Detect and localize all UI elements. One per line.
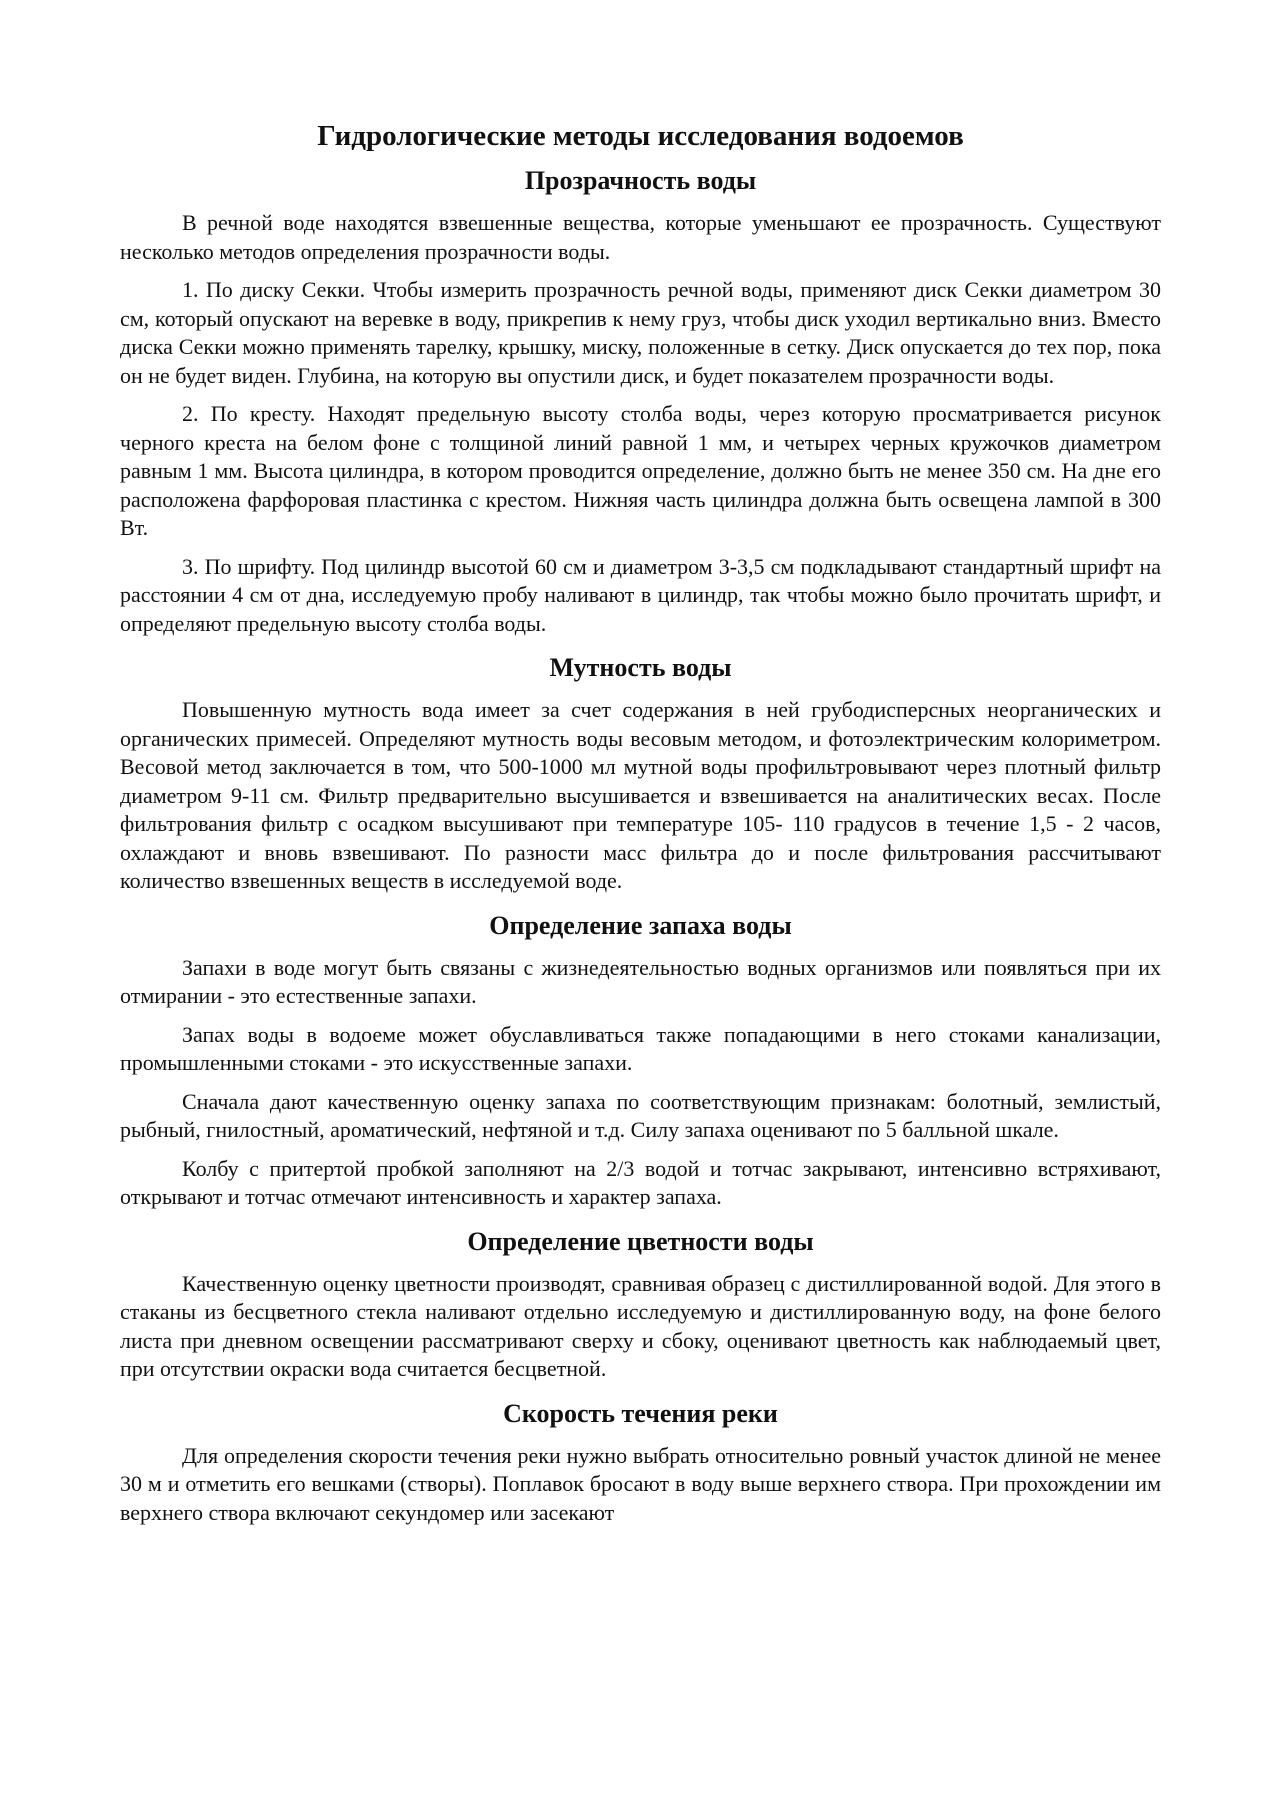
section-heading-turbidity: Мутность воды [549, 653, 732, 682]
section-transparency [120, 165, 1161, 638]
section-color [120, 1226, 1161, 1384]
section-heading-odor: Определение запаха воды [489, 910, 792, 940]
section-flow-speed [120, 1398, 1161, 1528]
section-heading-flow-speed: Скорость течения реки [503, 1398, 778, 1428]
section-odor [120, 910, 1161, 1212]
paragraph: Повышенную мутность вода имеет за счет содержания в ней грубодисперсных неорганических и органических примесей. Определяют мутность воды весовым методом, и фотоэлектрическим колориметром. Весовой метод заключается в том, что 500-1000 мл мутной воды профильтровывают через плотный фильтр диаметром 9-11 см. Фильтр предварительно высушивается и взвешивается на аналитических весах. После фильтрования фильтр с осадком высушивают при температуре 105- 110 градусов в течение 1,5 - 2 часов, охлаждают и вновь взвешивают. По разности масс фильтра до и после фильтрования рассчитывают количество взвешенных веществ в исследуемой воде. [120, 697, 1161, 893]
paragraph: 3. По шрифту. Под цилиндр высотой 60 см и диаметром 3-3,5 см подкладывают стандартный шрифт на расстоянии 4 см от дна, исследуемую пробу наливают в цилиндр, так чтобы можно было прочитать шрифт, и определяют предельную высоту столба воды. [120, 553, 1161, 636]
paragraph: Качественную оценку цветности производят, сравнивая образец с дистиллированной водой. Для этого в стаканы из бесцветного стекла наливают отдельно исследуемую и дистиллированную воду, на фоне белого листа при дневном освещении рассматривают сверху и сбоку, оценивают цветность как наблюдаемый цвет, при отсутствии окраски вода считается бесцветной. [120, 1270, 1161, 1381]
paragraph: Сначала дают качественную оценку запаха по соответствующим признакам: болотный, землистый, рыбный, гнилостный, ароматический, нефтяной и т.д. Силу запаха оценивают по 5 балльной шкале. [120, 1088, 1161, 1142]
document-title: Гидрологические методы исследования водоемов [317, 120, 964, 152]
section-heading-transparency: Прозрачность воды [524, 166, 757, 195]
paragraph: 2. По кресту. Находят предельную высоту столба воды, через которую просматривается рисунок черного креста на белом фоне с толщиной линий равной 1 мм, и четырех черных кружочков диаметром равным 1 мм. Высота цилиндра, в котором проводится определение, должно быть не менее 350 см. На дне его расположена фарфоровая пластинка с крестом. Нижняя часть цилиндра должна быть освещена лампой в 300 Вт. [120, 401, 1161, 540]
paragraph: В речной воде находятся взвешенные вещества, которые уменьшают ее прозрачность. Существуют несколько методов определения прозрачности воды. [120, 210, 1161, 264]
section-turbidity [120, 652, 1161, 896]
document-page [120, 118, 1161, 1537]
paragraph: Колбу с притертой пробкой заполняют на 2/3 водой и тотчас закрывают, интенсивно встряхивают, открывают и тотчас отмечают интенсивность и характер запаха. [120, 1155, 1161, 1209]
paragraph: 1. По диску Секки. Чтобы измерить прозрачность речной воды, применяют диск Секки диаметром 30 см, который опускают на веревке в воду, прикрепив к нему груз, чтобы диск уходил вертикально вниз. Вместо диска Секки можно применять тарелку, крышку, миску, положенные в сетку. Диск опускается до тех пор, пока он не будет виден. Глубина, на которую вы опустили диск, и будет показателем прозрачности воды. [120, 277, 1161, 388]
section-heading-color: Определение цветности воды [467, 1226, 814, 1256]
paragraph: Запах воды в водоеме может обуславливаться также попадающими в него стоками канализации, промышленными стоками - это искусственные запахи. [120, 1021, 1161, 1075]
paragraph: Для определения скорости течения реки нужно выбрать относительно ровный участок длиной не менее 30 м и отметить его вешками (створы). Поплавок бросают в воду выше верхнего створа. При прохождении им верхнего створа включают секундомер или засекают [120, 1442, 1161, 1525]
paragraph: Запахи в воде могут быть связаны с жизнедеятельностью водных организмов или появляться при их отмирании - это естественные запахи. [120, 954, 1161, 1008]
